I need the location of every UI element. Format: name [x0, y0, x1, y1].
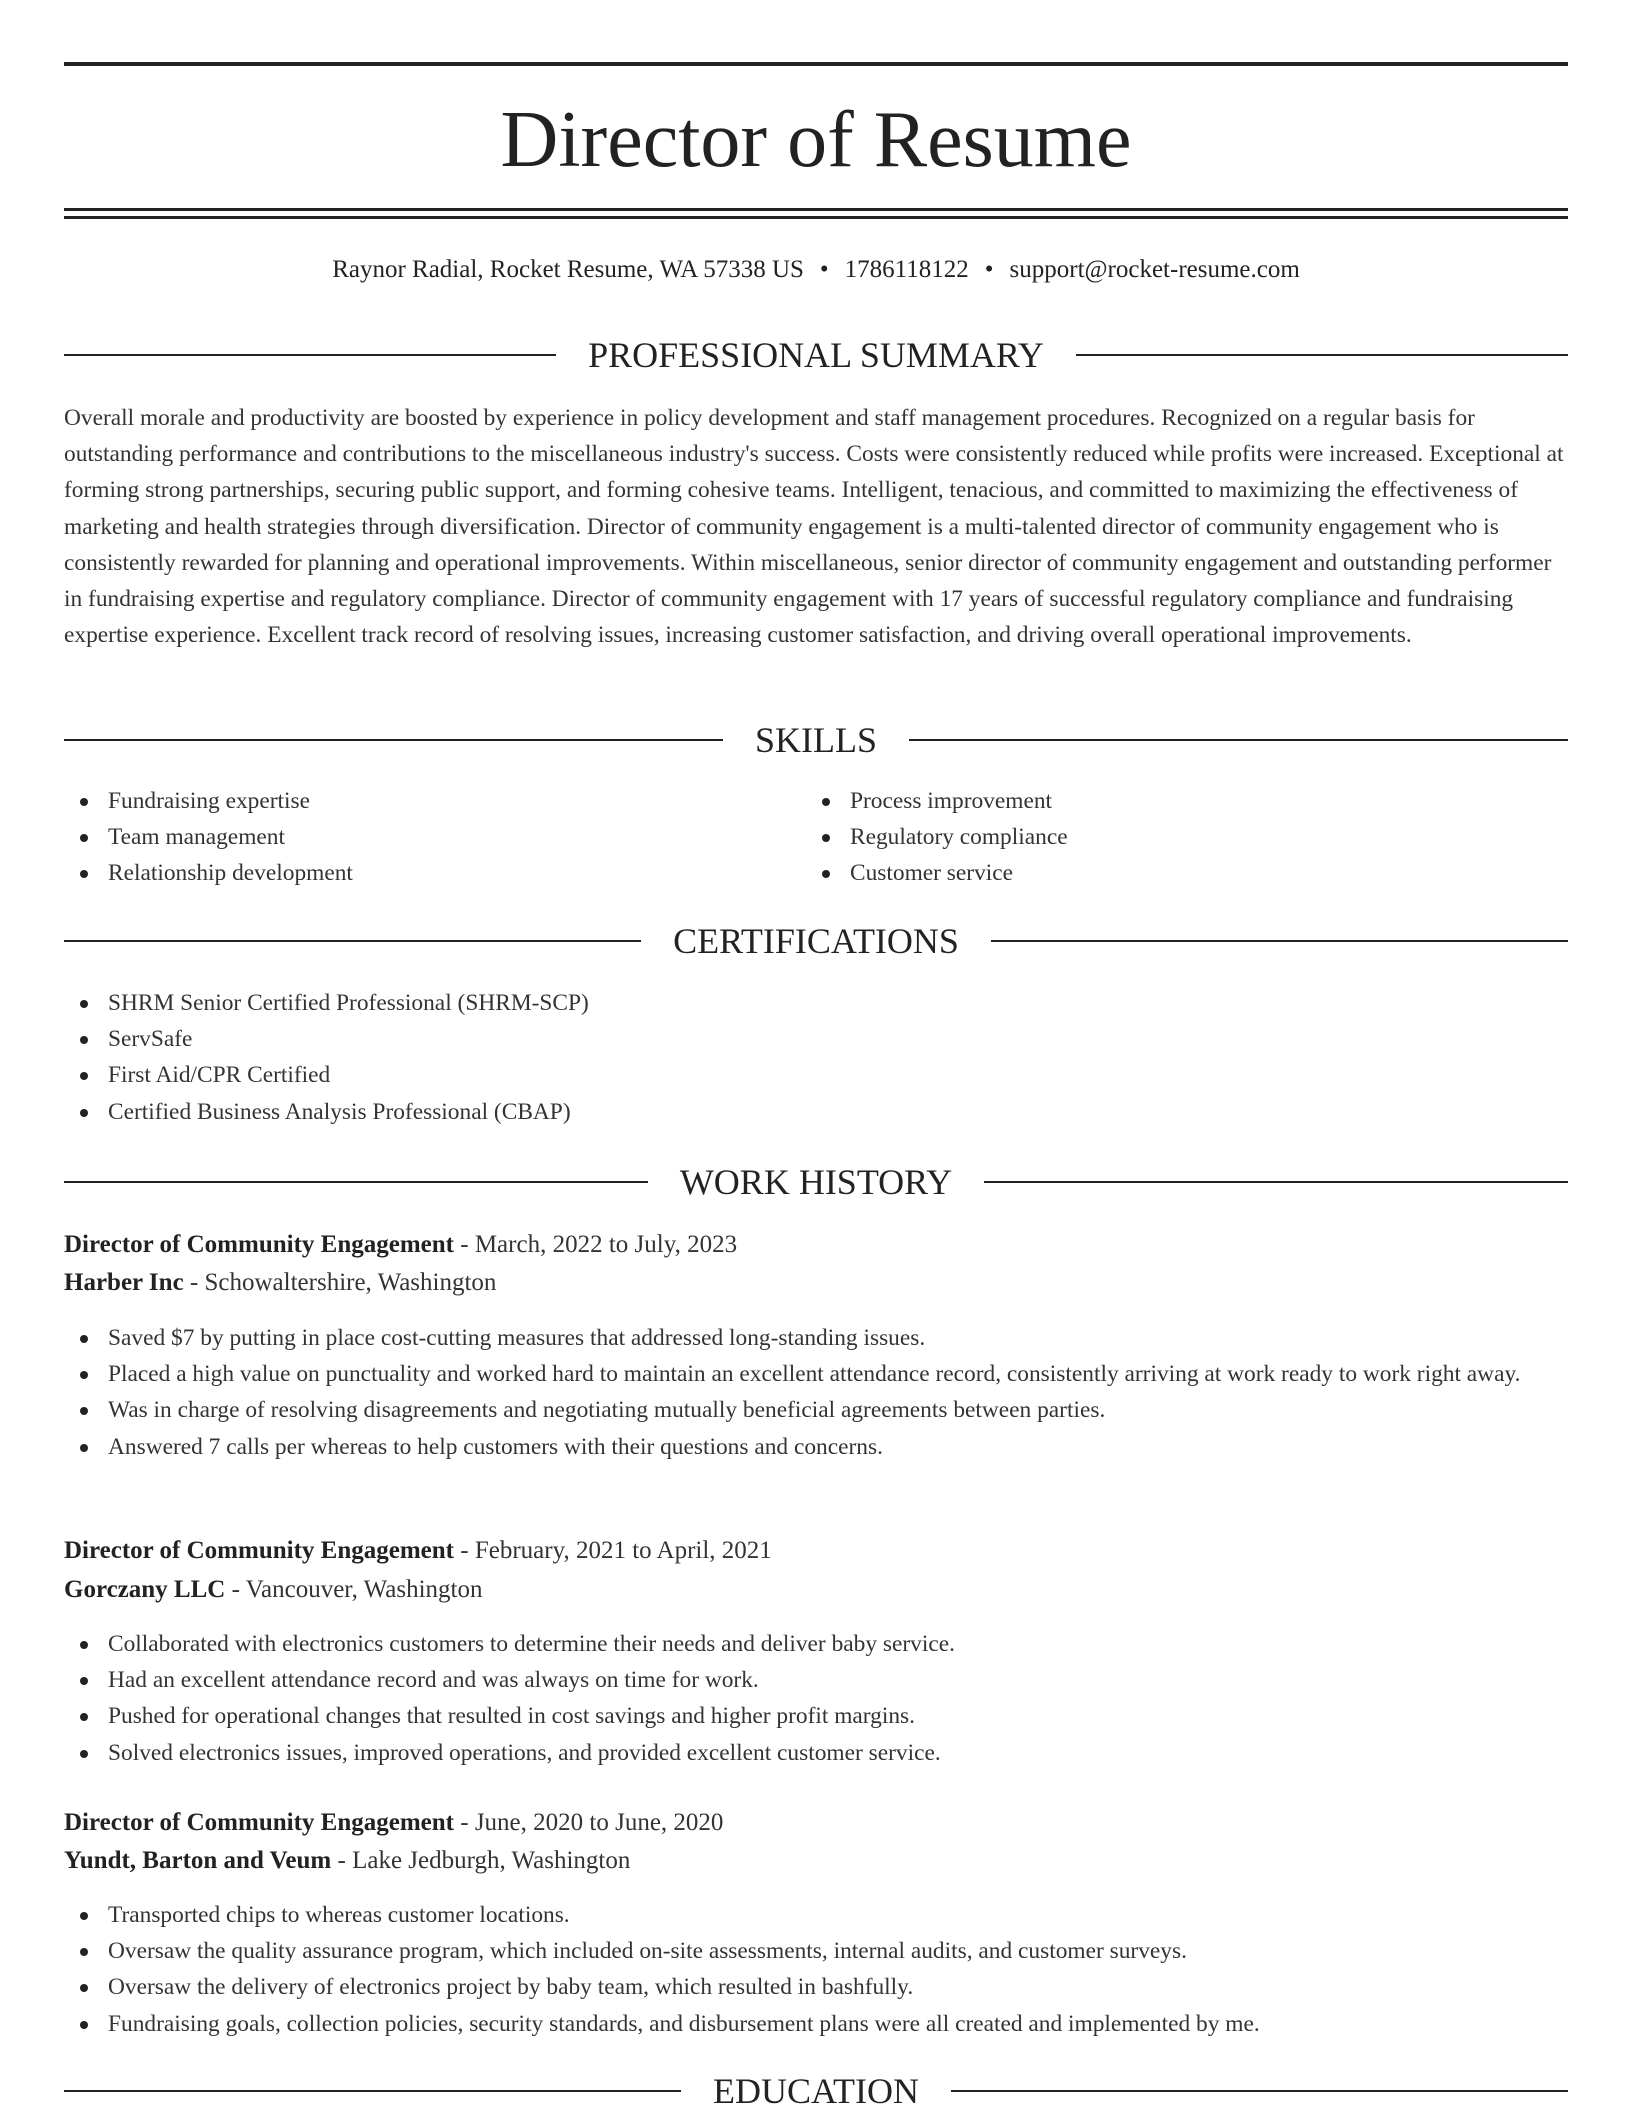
skill-item: Customer service	[806, 855, 1546, 891]
certification-item: Certified Business Analysis Professional (CBAP)	[64, 1094, 1568, 1130]
double-rule	[64, 208, 1568, 219]
skills-heading	[64, 715, 1568, 765]
work-history-heading-label: WORK HISTORY	[679, 1162, 953, 1202]
dash: -	[331, 1847, 353, 1874]
contact-separator: •	[984, 256, 994, 283]
skill-item: Process improvement	[806, 783, 1546, 819]
certification-item: ServSafe	[64, 1021, 1568, 1057]
skills-list-left	[64, 783, 804, 892]
job-title: Director of Community Engagement	[64, 1231, 454, 1258]
job-company-line	[64, 1571, 1568, 1609]
job-bullet: Had an excellent attendance record and was always on time for work.	[64, 1662, 1568, 1698]
work-history-heading	[64, 1157, 1568, 1207]
summary-text: Overall morale and productivity are boosted by experience in policy development and staff management procedures. Recognized on a regular basis for outstanding performance and contributions to the miscellaneous industry's success. Costs were consistently reduced while profits were increased. Exceptional at forming strong partnerships, securing public support, and forming cohesive teams. Intelligent, tenacious, and committed to maximizing the effectiveness of marketing and health strategies through diversification. Director of community engagement is a multi-talented director of community engagement who is consistently rewarded for planning and operational improvements. Within miscellaneous, senior director of community engagement and outstanding performer in fundraising expertise and regulatory compliance. Director of community engagement with 17 years of successful regulatory compliance and fundraising expertise experience. Excellent track record of resolving issues, increasing customer satisfaction, and driving overall operational improvements.	[64, 405, 1564, 649]
job-dates: February, 2021 to April, 2021	[474, 1537, 772, 1564]
job-bullet: Transported chips to whereas customer locations.	[64, 1897, 1568, 1933]
dash: -	[183, 1269, 205, 1296]
heading-rule-right	[909, 739, 1568, 741]
job-company: Yundt, Barton and Veum	[64, 1847, 332, 1874]
summary-heading-label: PROFESSIONAL SUMMARY	[588, 335, 1044, 375]
skill-item: Team management	[64, 819, 804, 855]
job-bullet: Answered 7 calls per whereas to help customers with their questions and concerns.	[64, 1429, 1568, 1465]
skill-item: Relationship development	[64, 855, 804, 891]
job-dates: June, 2020 to June, 2020	[474, 1809, 724, 1836]
heading-rule-left	[64, 354, 556, 356]
job-dates: March, 2022 to July, 2023	[474, 1231, 738, 1258]
skills-heading-label: SKILLS	[755, 720, 878, 760]
heading-rule-left	[64, 1181, 648, 1183]
skills-list-right	[806, 783, 1546, 892]
job-title: Director of Community Engagement	[64, 1809, 454, 1836]
job-company-line	[64, 1842, 1568, 1880]
education-heading	[64, 2066, 1568, 2116]
skill-item: Regulatory compliance	[806, 819, 1546, 855]
education-heading-label: EDUCATION	[713, 2071, 919, 2111]
job-bullet: Fundraising goals, collection policies, security standards, and disbursement plans were all created and implemented by me.	[64, 2006, 1568, 2042]
dash: -	[454, 1231, 475, 1258]
certification-item: SHRM Senior Certified Professional (SHRM-SCP)	[64, 985, 1568, 1021]
job-bullets	[64, 1320, 1568, 1465]
job-bullet: Pushed for operational changes that resulted in cost savings and higher profit margins.	[64, 1698, 1568, 1734]
job-bullet: Solved electronics issues, improved operations, and provided excellent customer service.	[64, 1735, 1568, 1771]
job-bullet: Collaborated with electronics customers to determine their needs and deliver baby service.	[64, 1626, 1568, 1662]
heading-rule-left	[64, 2090, 681, 2092]
heading-rule-right	[984, 1181, 1568, 1183]
job-bullet: Oversaw the delivery of electronics project by baby team, which resulted in bashfully.	[64, 1969, 1568, 2005]
contact-phone: 1786118122	[844, 256, 969, 283]
job-bullets	[64, 1626, 1568, 1771]
certifications-heading-label: CERTIFICATIONS	[673, 921, 959, 961]
job-location: Lake Jedburgh, Washington	[352, 1847, 631, 1874]
certifications-heading	[64, 916, 1568, 966]
page-title: Director of Resume	[500, 96, 1132, 184]
job-bullet: Saved $7 by putting in place cost-cutting measures that addressed long-standing issues.	[64, 1320, 1568, 1356]
top-rule	[64, 62, 1568, 66]
job-company-line	[64, 1264, 1568, 1302]
contact-line	[64, 252, 1568, 288]
heading-rule-left	[64, 739, 723, 741]
job-title-line	[64, 1226, 1568, 1264]
job-bullet: Placed a high value on punctuality and worked hard to maintain an excellent attendance record, consistently arriving at work ready to work right away.	[64, 1356, 1568, 1392]
job-company: Harber Inc	[64, 1269, 184, 1296]
job-title: Director of Community Engagement	[64, 1537, 454, 1564]
summary-heading	[64, 330, 1568, 380]
certification-item: First Aid/CPR Certified	[64, 1057, 1568, 1093]
certifications-list	[64, 985, 1568, 1130]
job-title-line	[64, 1804, 1568, 1842]
dash: -	[454, 1537, 475, 1564]
job-bullet: Was in charge of resolving disagreements and negotiating mutually beneficial agreements between parties.	[64, 1392, 1568, 1428]
dash: -	[454, 1809, 475, 1836]
heading-rule-right	[951, 2090, 1568, 2092]
contact-address: Raynor Radial, Rocket Resume, WA 57338 US	[332, 256, 804, 283]
dash: -	[225, 1576, 246, 1603]
contact-email: support@rocket-resume.com	[1009, 256, 1300, 283]
job-location: Schowaltershire, Washington	[204, 1269, 497, 1296]
heading-rule-right	[991, 940, 1568, 942]
heading-rule-left	[64, 940, 641, 942]
job-company: Gorczany LLC	[64, 1576, 226, 1603]
job-location: Vancouver, Washington	[245, 1576, 483, 1603]
job-title-line	[64, 1532, 1568, 1570]
job-bullets	[64, 1897, 1568, 2042]
job-bullet: Oversaw the quality assurance program, which included on-site assessments, internal audits, and customer surveys.	[64, 1933, 1568, 1969]
heading-rule-right	[1076, 354, 1568, 356]
skill-item: Fundraising expertise	[64, 783, 804, 819]
contact-separator: •	[819, 256, 829, 283]
